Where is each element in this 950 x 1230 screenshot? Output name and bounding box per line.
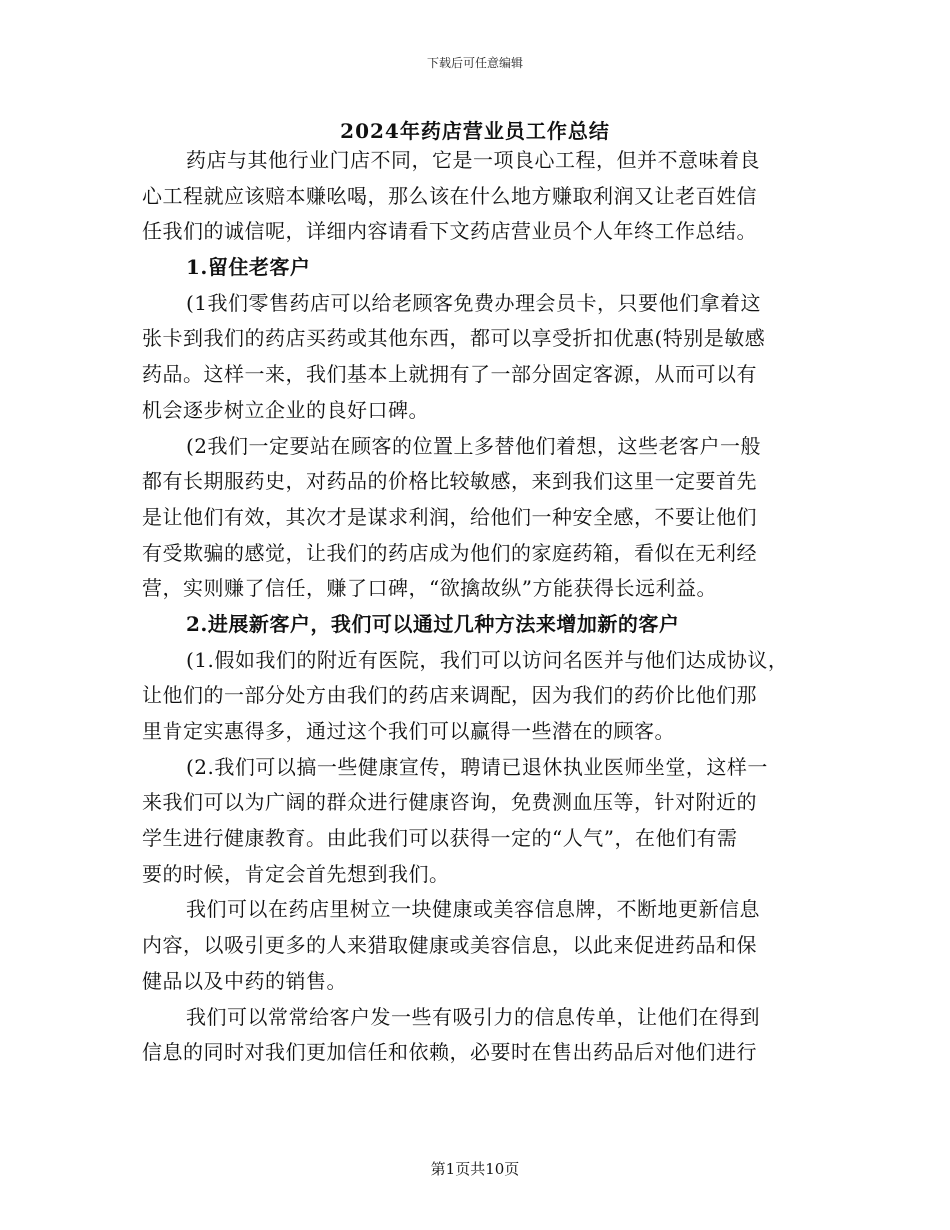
paragraph-line: 我们可以常常给客户发一些有吸引力的信息传单，让他们在得到 [186, 1004, 760, 1029]
paragraph-line: (2我们一定要站在顾客的位置上多替他们着想，这些老客户一般 [186, 433, 762, 458]
paragraph-line: (1我们零售药店可以给老顾客免费办理会员卡，只要他们拿着这 [186, 290, 762, 315]
paragraph-line: 都有长期服药史，对药品的价格比较敏感，来到我们这里一定要首先 [142, 469, 757, 494]
section-heading-2: 2.进展新客户，我们可以通过几种方法来增加新的客户 [186, 611, 680, 636]
paragraph-line: 任我们的诚信呢，详细内容请看下文药店营业员个人年终工作总结。 [142, 219, 757, 244]
header-note: 下载后可任意编辑 [426, 56, 523, 70]
paragraph-line: 有受欺骗的感觉，让我们的药店成为他们的家庭药箱，看似在无利经 [142, 540, 757, 565]
paragraph-line: 学生进行健康教育。由此我们可以获得一定的“人气”，在他们有需 [142, 826, 738, 851]
paragraph-line: (1.假如我们的附近有医院，我们可以访问名医并与他们达成协议， [186, 647, 789, 672]
paragraph-line: 要的时候，肯定会首先想到我们。 [142, 861, 450, 886]
paragraph-line: 心工程就应该赔本赚吆喝，那么该在什么地方赚取利润又让老百姓信 [142, 183, 757, 208]
paragraph-line: 里肯定实惠得多，通过这个我们可以赢得一些潜在的顾客。 [142, 719, 675, 743]
paragraph-line: 药店与其他行业门店不同，它是一项良心工程，但并不意味着良 [186, 148, 760, 172]
paragraph-line: 来我们可以为广阔的群众进行健康咨询，免费测血压等，针对附近的 [142, 790, 757, 815]
document-body [142, 143, 822, 1071]
paragraph-line: 营，实则赚了信任，赚了口碑，“欲擒故纵”方能获得长远利益。 [142, 576, 717, 601]
paragraph-line: 内容，以吸引更多的人来猎取健康或美容信息，以此来促进药品和保 [142, 933, 757, 958]
paragraph-line: 信息的同时对我们更加信任和依赖，必要时在售出药品后对他们进行 [142, 1040, 757, 1065]
paragraph-line: 我们可以在药店里树立一块健康或美容信息牌，不断地更新信息 [186, 897, 760, 922]
paragraph-line: 机会逐步树立企业的良好口碑。 [142, 397, 429, 422]
document-title: 2024年药店营业员工作总结 [340, 119, 610, 143]
paragraph-line: 让他们的一部分处方由我们的药店来调配，因为我们的药价比他们那 [142, 683, 757, 708]
section-heading-1: 1.留住老客户 [186, 255, 311, 280]
paragraph-line: 药品。这样一来，我们基本上就拥有了一部分固定客源，从而可以有 [142, 362, 757, 387]
paragraph-line: 健品以及中药的销售。 [142, 968, 347, 993]
paragraph-line: (2.我们可以搞一些健康宣传，聘请已退休执业医师坐堂，这样一 [186, 754, 768, 779]
page-number: 第1页共10页 [430, 1160, 520, 1178]
paragraph-line: 是让他们有效，其次才是谋求利润，给他们一种安全感，不要让他们 [142, 504, 757, 529]
paragraph-line: 张卡到我们的药店买药或其他东西，都可以享受折扣优惠(特别是敏感 [142, 326, 766, 351]
